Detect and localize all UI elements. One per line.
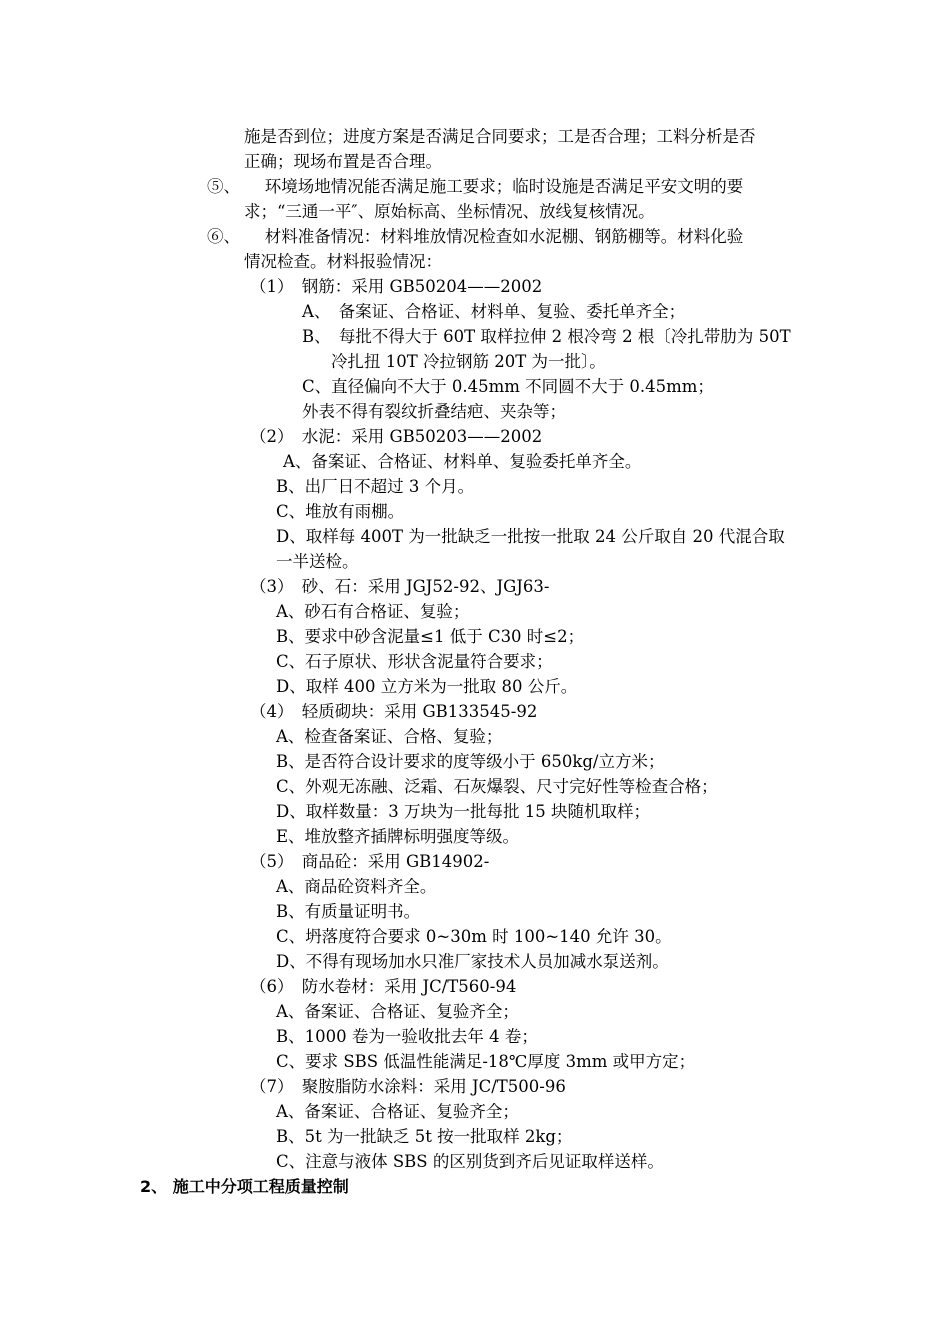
text-line: 一半送检。: [276, 552, 359, 571]
text-line: D、取样每 400T 为一批缺乏一批按一批取 24 公斤取自 20 代混合取: [276, 527, 785, 546]
text-line: A、检查备案证、合格、复验；: [276, 727, 503, 746]
text-line: C、要求 SBS 低温性能满足-18℃厚度 3mm 或甲方定；: [276, 1052, 696, 1071]
text-line: （2） 水泥：采用 GB50203——2002: [250, 427, 543, 446]
text-line: A、备案证、合格证、复验齐全；: [276, 1002, 519, 1021]
text-line: 情况检查。材料报验情况：: [244, 252, 442, 271]
text-line: D、不得有现场加水只准厂家技术人员加减水泵送剂。: [276, 952, 669, 971]
text-line: B、 每批不得大于 60T 取样拉伸 2 根冷弯 2 根〔冷扎带肋为 50T: [302, 327, 791, 346]
text-line: C、石子原状、形状含泥量符合要求；: [276, 652, 553, 671]
text-line: D、取样数量：3 万块为一批每批 15 块随机取样；: [276, 802, 650, 821]
text-line: A、商品砼资料齐全。: [276, 877, 437, 896]
text-line: （3） 砂、石：采用 JGJ52-92、JGJ63-: [250, 577, 550, 596]
text-line: E、堆放整齐插牌标明强度等级。: [276, 827, 520, 846]
text-line: 求；“三通一平″、原始标高、坐标情况、放线复核情况。: [244, 202, 655, 221]
text-line: C、堆放有雨棚。: [276, 502, 405, 521]
text-line: B、是否符合设计要求的度等级小于 650kg/立方米；: [276, 752, 665, 771]
text-line: D、取样 400 立方米为一批取 80 公斤。: [276, 677, 578, 696]
text-line: A、砂石有合格证、复验；: [276, 602, 470, 621]
text-line: （1） 钢筋：采用 GB50204——2002: [250, 277, 543, 296]
text-line: B、1000 卷为一验收批去年 4 卷；: [276, 1027, 538, 1046]
text-line: C、注意与液体 SBS 的区别货到齐后见证取样送样。: [276, 1152, 664, 1171]
text-line: （7） 聚胺脂防水涂料：采用 JC/T500-96: [250, 1077, 566, 1096]
text-line: 冷扎扭 10T 冷拉钢筋 20T 为一批〕。: [331, 352, 606, 371]
text-line: 外表不得有裂纹折叠结疤、夹杂等；: [302, 402, 566, 421]
text-line: A、备案证、合格证、材料单、复验委托单齐全。: [283, 452, 642, 471]
text-line: ⑥、 材料准备情况：材料堆放情况检查如水泥棚、钢筋棚等。材料化验: [207, 227, 744, 246]
section-heading: 2、 施工中分项工程质量控制: [140, 1177, 349, 1196]
text-line: （6） 防水卷材：采用 JC/T560-94: [250, 977, 517, 996]
text-line: ⑤、 环境场地情况能否满足施工要求；临时设施是否满足平安文明的要: [207, 177, 744, 196]
text-line: （4） 轻质砌块：采用 GB133545-92: [250, 702, 538, 721]
text-line: B、有质量证明书。: [276, 902, 421, 921]
text-line: C、坍落度符合要求 0~30m 时 100~140 允许 30。: [276, 927, 672, 946]
text-line: （5） 商品砼：采用 GB14902-: [250, 852, 490, 871]
text-line: C、外观无冻融、泛霜、石灰爆裂、尺寸完好性等检查合格；: [276, 777, 718, 796]
text-line: B、要求中砂含泥量≤1 低于 C30 时≤2；: [276, 627, 585, 646]
text-line: A、备案证、合格证、复验齐全；: [276, 1102, 519, 1121]
text-line: A、 备案证、合格证、材料单、复验、委托单齐全；: [302, 302, 686, 321]
text-line: B、出厂日不超过 3 个月。: [276, 477, 475, 496]
text-line: 正确；现场布置是否合理。: [244, 152, 442, 171]
text-line: C、直径偏向不大于 0.45mm 不同圆不大于 0.45mm；: [302, 377, 714, 396]
text-line: 施是否到位；进度方案是否满足合同要求；工是否合理；工料分析是否: [244, 127, 756, 146]
text-line: B、5t 为一批缺乏 5t 按一批取样 2kg；: [276, 1127, 573, 1146]
